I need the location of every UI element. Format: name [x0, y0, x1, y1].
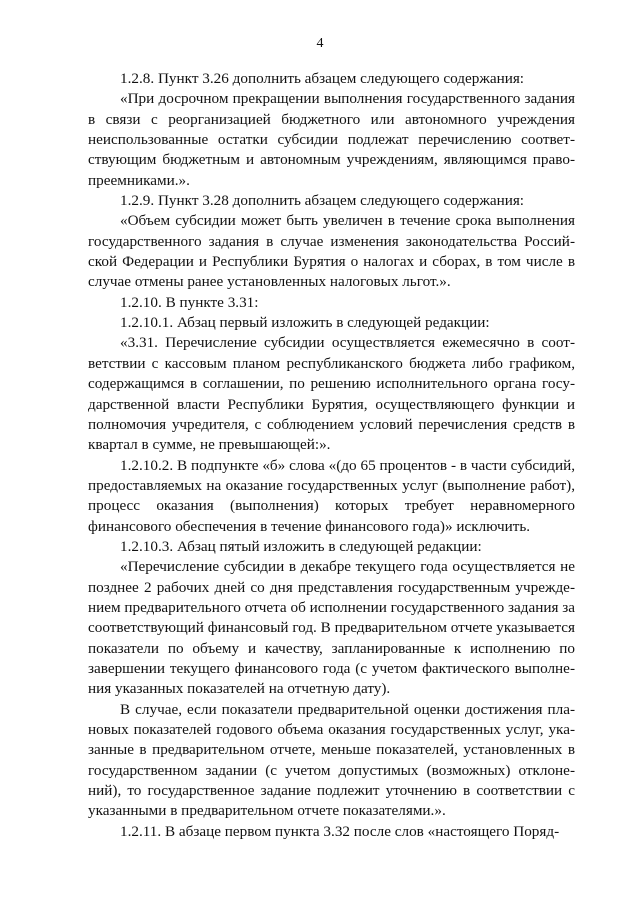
page-number: 4 [316, 36, 324, 51]
paragraph-1-2-8-quote: «При досрочном прекращении выполнения государственного задания в связи с реорганизацией бюджетного или автономного учреждения неиспользованные остатки субсидии подлежат перечислению соответствующим бюджетным и автономным учреждениям, являющимся правопреемниками.». [88, 90, 575, 189]
paragraph-1-2-11: 1.2.11. В абзаце первом пункта 3.32 после слов «настоящего Поряд- [120, 822, 560, 840]
paragraph-1-2-9-quote: «Объем субсидии может быть увеличен в течение срока выполнения государственного задания в случае изменения законодательства Российской Федерации и Республики Бурятия о налогах и сборах, в том числе в случае отмены ранее установленных налоговых льгот.». [88, 212, 575, 291]
paragraph-1-2-10-1: 1.2.10.1. Абзац первый изложить в следующей редакции: [120, 314, 490, 332]
document-body [88, 69, 575, 842]
paragraph-1-2-10-2: 1.2.10.2. В подпункте «б» слова «(до 65 процентов - в части субсидий, предоставляемых на оказание государственных услуг (выполнение работ), процесс оказания (выполнения) которых требует неравномерного финансового обеспечения в течение финансового года)» исключить. [88, 456, 575, 535]
paragraph-1-2-10-3-quote-continued: В случае, если показатели предварительной оценки достижения плановых показателей годового объема оказания государственных услуг, указанные в предварительном отчете, меньше показателей, установленных в государственном задании (с учетом допустимых (возможных) отклонений), то государственное задание подлежит уточнению в соответствии с указанными в предварительном отчете показателями.». [88, 700, 575, 820]
paragraph-1-2-10-3: 1.2.10.3. Абзац пятый изложить в следующей редакции: [120, 537, 482, 555]
paragraph-1-2-10: 1.2.10. В пункте 3.31: [120, 293, 259, 311]
paragraph-1-2-10-1-quote: «3.31. Перечисление субсидии осуществляется ежемесячно в соответствии с кассовым планом республиканского бюджета либо графиком, содержащимся в соглашении, по решению исполнительного органа государственной власти Республики Бурятия, осуществляющего функции и полномочия учредителя, с соблюдением условий перечисления средств в квартал в сумме, не превышающей:». [88, 334, 575, 454]
paragraph-1-2-10-3-quote: «Перечисление субсидии в декабре текущего года осуществляется не позднее 2 рабочих дней со дня представления государственным учреждением предварительного отчета об исполнении государственного задания за соответствующий финансовый год. В предварительном отчете указывается показатели по объему и качеству, запланированные к исполнению по завершении текущего финансового года (с учетом фактического выполнения указанных показателей на отчетную дату). [88, 558, 575, 698]
paragraph-1-2-9: 1.2.9. Пункт 3.28 дополнить абзацем следующего содержания: [120, 192, 525, 210]
paragraph-1-2-8: 1.2.8. Пункт 3.26 дополнить абзацем следующего содержания: [120, 70, 525, 87]
